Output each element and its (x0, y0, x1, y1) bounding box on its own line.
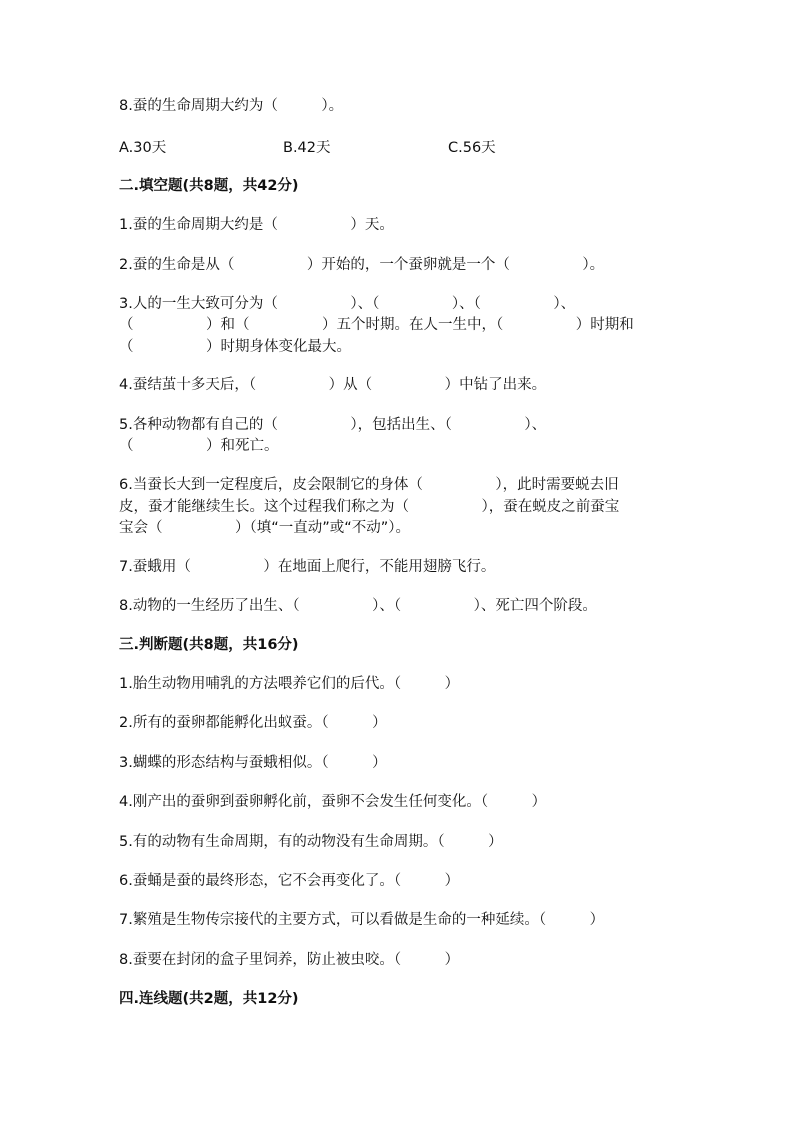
fill-q5-line1: 5.各种动物都有自己的（ ），包括出生、（ ）、 (119, 417, 547, 433)
judge-q1: 1.胎生动物用哺乳的方法喂养它们的后代。（ ） (119, 676, 460, 692)
fill-q6-line2: 皮，蚕才能继续生长。这个过程我们称之为（ ），蚕在蜕皮之前蚕宝 (119, 499, 620, 515)
judge-q2: 2.所有的蚕卵都能孵化出蚁蚕。（ ） (119, 715, 387, 731)
fill-q4: 4.蚕结茧十多天后，（ ）从（ ）中钻了出来。 (119, 377, 547, 393)
option-c: C.56天 (448, 140, 496, 156)
fill-q7: 7.蚕蛾用（ ）在地面上爬行，不能用翅膀飞行。 (119, 559, 496, 575)
judge-q7: 7.繁殖是生物传宗接代的主要方式，可以看做是生命的一种延续。（ ） (119, 912, 605, 928)
fill-q6-line1: 6.当蚕长大到一定程度后，皮会限制它的身体（ ），此时需要蜕去旧 (119, 477, 619, 493)
judge-q6: 6.蚕蛹是蚕的最终形态，它不会再变化了。（ ） (119, 873, 460, 889)
judge-q3: 3.蝴蝶的形态结构与蚕蛾相似。（ ） (119, 755, 387, 771)
fill-q6-line3: 宝会（ ）（填“一直动”或“不动”）。 (119, 520, 411, 536)
judge-q8: 8.蚕要在封闭的盒子里饲养，防止被虫咬。（ ） (119, 952, 460, 968)
fill-q5-line2: （ ）和死亡。 (119, 438, 279, 454)
section-2-title: 二.填空题(共8题，共42分) (119, 178, 299, 194)
fill-q3-line1: 3.人的一生大致可分为（ ）、（ ）、（ ）、 (119, 296, 576, 312)
fill-q2: 2.蚕的生命是从（ ）开始的，一个蚕卵就是一个（ ）。 (119, 257, 605, 273)
question-8-stem: 8.蚕的生命周期大约为（ ）。 (119, 98, 344, 114)
option-b: B.42天 (283, 140, 331, 156)
fill-q3-line2: （ ）和（ ）五个时期。在人一生中，（ ）时期和 (119, 317, 634, 333)
fill-q1: 1.蚕的生命周期大约是（ ）天。 (119, 217, 394, 233)
section-3-title: 三.判断题(共8题，共16分) (119, 637, 299, 653)
option-a: A.30天 (119, 140, 167, 156)
judge-q5: 5.有的动物有生命周期，有的动物没有生命周期。（ ） (119, 834, 503, 850)
judge-q4: 4.刚产出的蚕卵到蚕卵孵化前，蚕卵不会发生任何变化。（ ） (119, 794, 547, 810)
fill-q3-line3: （ ）时期身体变化最大。 (119, 339, 351, 355)
fill-q8: 8.动物的一生经历了出生、（ ）、（ ）、死亡四个阶段。 (119, 598, 597, 614)
section-4-title: 四.连线题(共2题，共12分) (119, 991, 299, 1007)
